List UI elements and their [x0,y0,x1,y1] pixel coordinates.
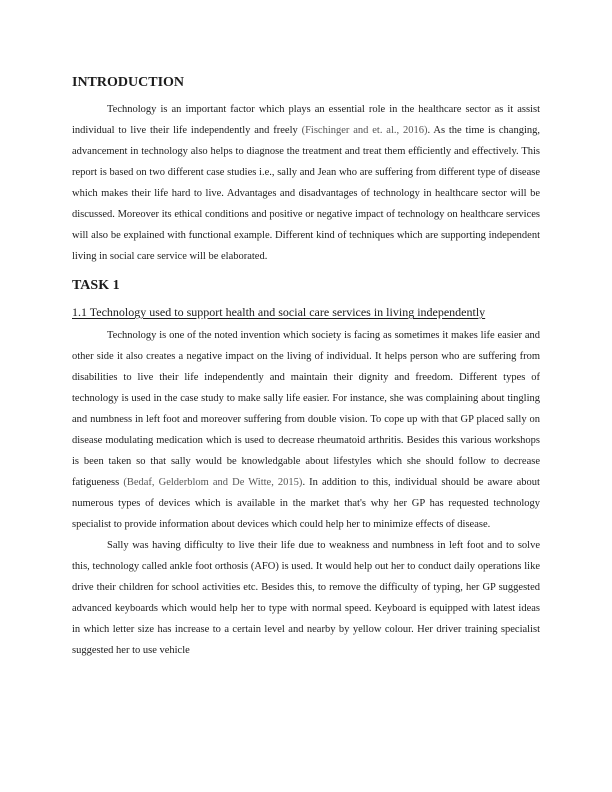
paragraph-text: . In addition to this, individual should be aware about numerous types of devices which is available in the market that's why her GP has requested technology specialist to provide information about devices which could help her to minimize effects of disease. [72,477,540,530]
paragraph-task-body-1 [72,325,540,535]
paragraph-introduction [72,99,540,267]
paragraph-task-body-2 [72,535,540,661]
citation-reference: (Bedaf, Gelderblom and De Witte, 2015) [123,477,303,488]
paragraph-text: Sally was having difficulty to live their life due to weakness and numbness in left foot and to solve this, technology called ankle foot orthosis (AFO) is used. It would help out her to conduct daily operations like drive their children for school activities etc. Besides this, to remove the difficulty of typing, her GP suggested advanced keyboards which would help her to type with normal speed. Keyboard is equipped with latest ideas in which letter size has increase to a certain level and nearby by yellow colour. Her driver training specialist suggested her to use vehicle [72,540,540,656]
heading-section-1-1: 1.1 Technology used to support health and social care services in living independently [72,305,486,319]
paragraph-text: Technology is an important factor which plays an essential role in the healthcare sector as it assist individual to live their life independently and freely [72,104,540,136]
heading-task-1: TASK 1 [72,278,120,293]
heading-introduction: INTRODUCTION [72,75,185,90]
citation-reference: (Fischinger and et. al., 2016) [301,125,428,136]
paragraph-text: Technology is one of the noted invention which society is facing as sometimes it makes life easier and other side it also creates a negative impact on the living of individual. It helps person who are suffering from disabilities to live their life independently and maintain their dignity and freedom. Different types of technology is used in the case study to make sally life easier. For instance, she was complaining about tingling and numbness in left foot and moreover suffering from double vision. To cope up with that GP placed sally on disease modulating medication which is used to decrease rheumatoid arthritis. Besides this various workshops is been taken so that sally would be knowledgable about lifestyles which she should follow to decrease fatigueness [72,330,540,488]
paragraph-text: . As the time is changing, advancement in technology also helps to diagnose the treatment and treat them efficiently and effectively. This report is based on two different case studies i.e., sally and Jean who are suffering from different type of disease which makes their life hard to live. Advantages and disadvantages of technology in healthcare sector will be discussed. Moreover its ethical conditions and positive or negative impact of technology on healthcare services will also be explained with functional example. Different kind of techniques which are supporting independent living in social care service will be elaborated. [72,125,540,262]
